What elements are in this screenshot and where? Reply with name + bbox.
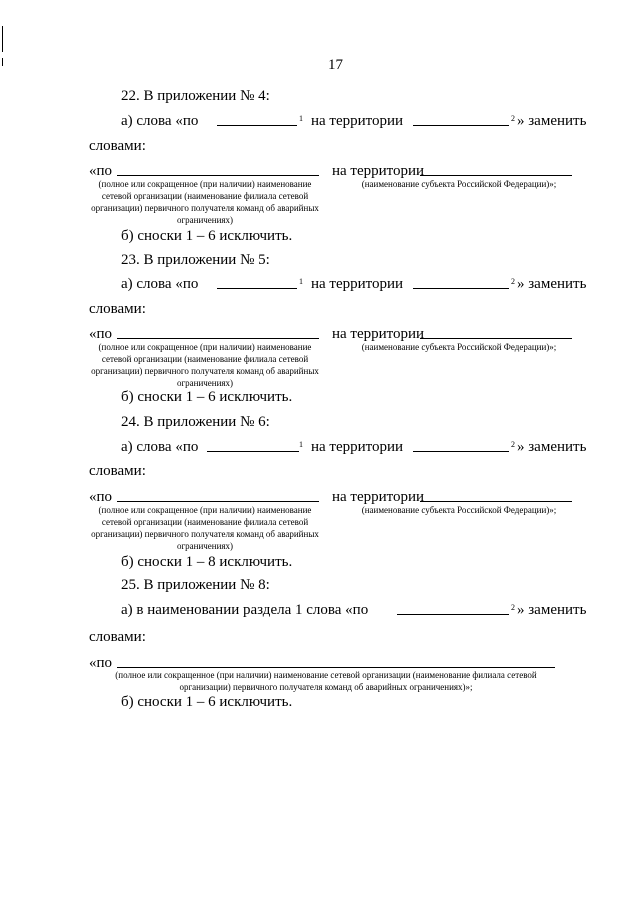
blank-line <box>420 338 572 339</box>
footnote-mark: 2 <box>511 114 515 123</box>
item-a-end: » заменить <box>517 602 587 618</box>
footnote-mark: 2 <box>511 603 515 612</box>
blank-line <box>117 667 555 668</box>
blank-line <box>420 501 572 502</box>
blank-line <box>217 288 297 289</box>
caption-network-org: (полное или сокращенное (при наличии) наименование сетевой организации (наименование филиала сетевой организации) первичного получателя команд об аварийных ограничениях) <box>91 342 319 388</box>
footnote-mark: 1 <box>299 114 303 123</box>
item-b: б) сноски 1 – 6 исключить. <box>121 228 293 244</box>
item-a-mid: на территории <box>311 113 404 129</box>
page-number: 17 <box>328 57 343 73</box>
repl-po: «по <box>89 163 113 179</box>
item-a-mid: на территории <box>311 276 404 292</box>
footnote-mark: 2 <box>511 277 515 286</box>
caption-subject-rf: (наименование субъекта Российской Федерации)»; <box>361 179 557 189</box>
repl-po: «по <box>89 326 113 342</box>
blank-line <box>217 125 297 126</box>
section-heading: 24. В приложении № 6: <box>121 414 270 430</box>
item-b: б) сноски 1 – 6 исключить. <box>121 694 293 710</box>
slovami-label: словами: <box>89 138 146 154</box>
repl-po: «по <box>89 489 113 505</box>
blank-line <box>413 288 509 289</box>
repl-territory: на территории <box>332 163 425 179</box>
item-b: б) сноски 1 – 8 исключить. <box>121 554 293 570</box>
scan-mark <box>2 58 3 66</box>
footnote-mark: 1 <box>299 277 303 286</box>
item-b: б) сноски 1 – 6 исключить. <box>121 389 293 405</box>
caption-network-org: (полное или сокращенное (при наличии) наименование сетевой организации (наименование филиала сетевой организации) первичного получателя команд об аварийных ограничениях) <box>91 179 319 225</box>
repl-territory: на территории <box>332 489 425 505</box>
slovami-label: словами: <box>89 301 146 317</box>
blank-line <box>117 338 319 339</box>
caption-subject-rf: (наименование субъекта Российской Федерации)»; <box>361 505 557 515</box>
blank-line <box>413 125 509 126</box>
scan-mark <box>2 26 3 52</box>
repl-po: «по <box>89 655 113 671</box>
footnote-mark: 1 <box>299 440 303 449</box>
blank-line <box>117 175 319 176</box>
repl-territory: на территории <box>332 326 425 342</box>
item-a-prefix: а) слова «по <box>121 113 199 129</box>
item-a-prefix: а) слова «по <box>121 439 199 455</box>
slovami-label: словами: <box>89 463 146 479</box>
caption-subject-rf: (наименование субъекта Российской Федерации)»; <box>361 342 557 352</box>
caption-network-org: (полное или сокращенное (при наличии) наименование сетевой организации (наименование филиала сетевой организации) первичного получателя команд об аварийных ограничениях)»; <box>115 670 537 692</box>
item-a-mid: на территории <box>311 439 404 455</box>
section-heading: 23. В приложении № 5: <box>121 252 270 268</box>
blank-line <box>397 614 509 615</box>
item-a-prefix: а) слова «по <box>121 276 199 292</box>
blank-line <box>207 451 299 452</box>
blank-line <box>420 175 572 176</box>
section-heading: 25. В приложении № 8: <box>121 577 270 593</box>
item-a-end: » заменить <box>517 439 587 455</box>
item-a-prefix: а) в наименовании раздела 1 слова «по <box>121 602 369 618</box>
blank-line <box>413 451 509 452</box>
item-a-end: » заменить <box>517 276 587 292</box>
item-a-end: » заменить <box>517 113 587 129</box>
blank-line <box>117 501 319 502</box>
slovami-label: словами: <box>89 629 146 645</box>
footnote-mark: 2 <box>511 440 515 449</box>
caption-network-org: (полное или сокращенное (при наличии) наименование сетевой организации (наименование филиала сетевой организации) первичного получателя команд об аварийных ограничениях) <box>91 505 319 551</box>
section-heading: 22. В приложении № 4: <box>121 88 270 104</box>
